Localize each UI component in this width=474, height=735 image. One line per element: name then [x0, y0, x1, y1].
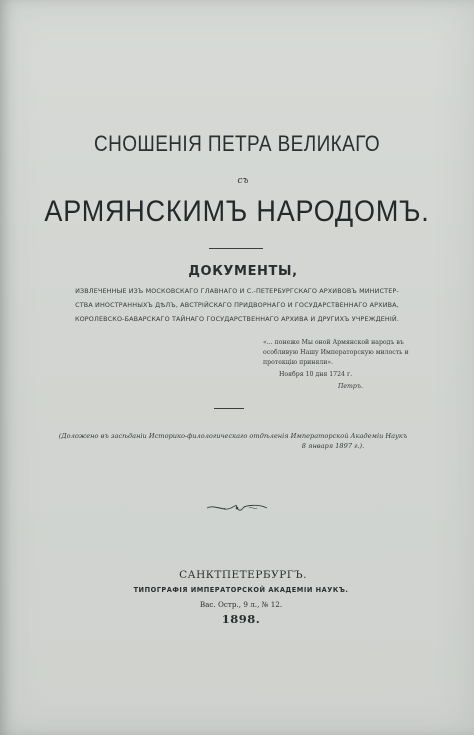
- divider-rule-middle: [214, 408, 244, 409]
- title-line-1: СНОШЕНІЯ ПЕТРА ВЕЛИКАГО: [93, 132, 380, 157]
- report-note-line-2: 8 января 1897 г.).: [301, 442, 365, 450]
- title-line-2: АРМЯНСКИМЪ НАРОДОМЪ.: [44, 194, 430, 228]
- documents-description-line-1: ИЗВЛЕЧЕННЫЕ ИЗЪ МОСКОВСКАГО ГЛАВНАГО И С.-ПЕТЕРБУРГСКАГО АРХИВОВЪ МИНИСТЕР-: [75, 287, 399, 295]
- imprint-year: 1898.: [221, 612, 261, 626]
- title-connector: съ: [237, 176, 249, 186]
- epigraph-line-1: «... понеже Мы оной Армянской народъ въ: [263, 339, 404, 346]
- epigraph-signature: Петръ.: [338, 383, 363, 390]
- imprint-address: Вас. Остр., 9 л., № 12.: [199, 600, 283, 609]
- epigraph-date: Ноября 10 дня 1724 г.: [279, 371, 353, 378]
- report-note-line-1: (Доложено въ засѣданіи Историко-филологическаго отдѣленія Императорской Академіи Наукъ: [58, 432, 408, 440]
- epigraph-line-2: особливую Нашу Императорскую милость и: [263, 349, 409, 356]
- imprint-city: САНКТПЕТЕРБУРГЪ.: [179, 569, 307, 581]
- documents-description-line-3: КОРОЛЕВСКО-БАВАРСКАГО ТАЙНАГО ГОСУДАРСТВЕННАГО АРХИВА И ДРУГИХЪ УЧРЕЖДЕНІЙ.: [74, 315, 400, 323]
- ornament-divider: [205, 502, 269, 514]
- imprint-printer: ТИПОГРАФІЯ ИМПЕРАТОРСКОЙ АКАДЕМІИ НАУКЪ.: [133, 586, 349, 594]
- documents-description-line-2: СТВА ИНОСТРАННЫХЪ ДѢЛЪ, АВСТРІЙСКАГО ПРИДВОРНАГО И ГОСУДАРСТВЕННАГО АРХИВА,: [75, 301, 399, 309]
- epigraph-line-3: протекцію приняли».: [263, 359, 334, 366]
- documents-heading: ДОКУМЕНТЫ,: [188, 264, 298, 279]
- divider-rule-top: [209, 248, 263, 249]
